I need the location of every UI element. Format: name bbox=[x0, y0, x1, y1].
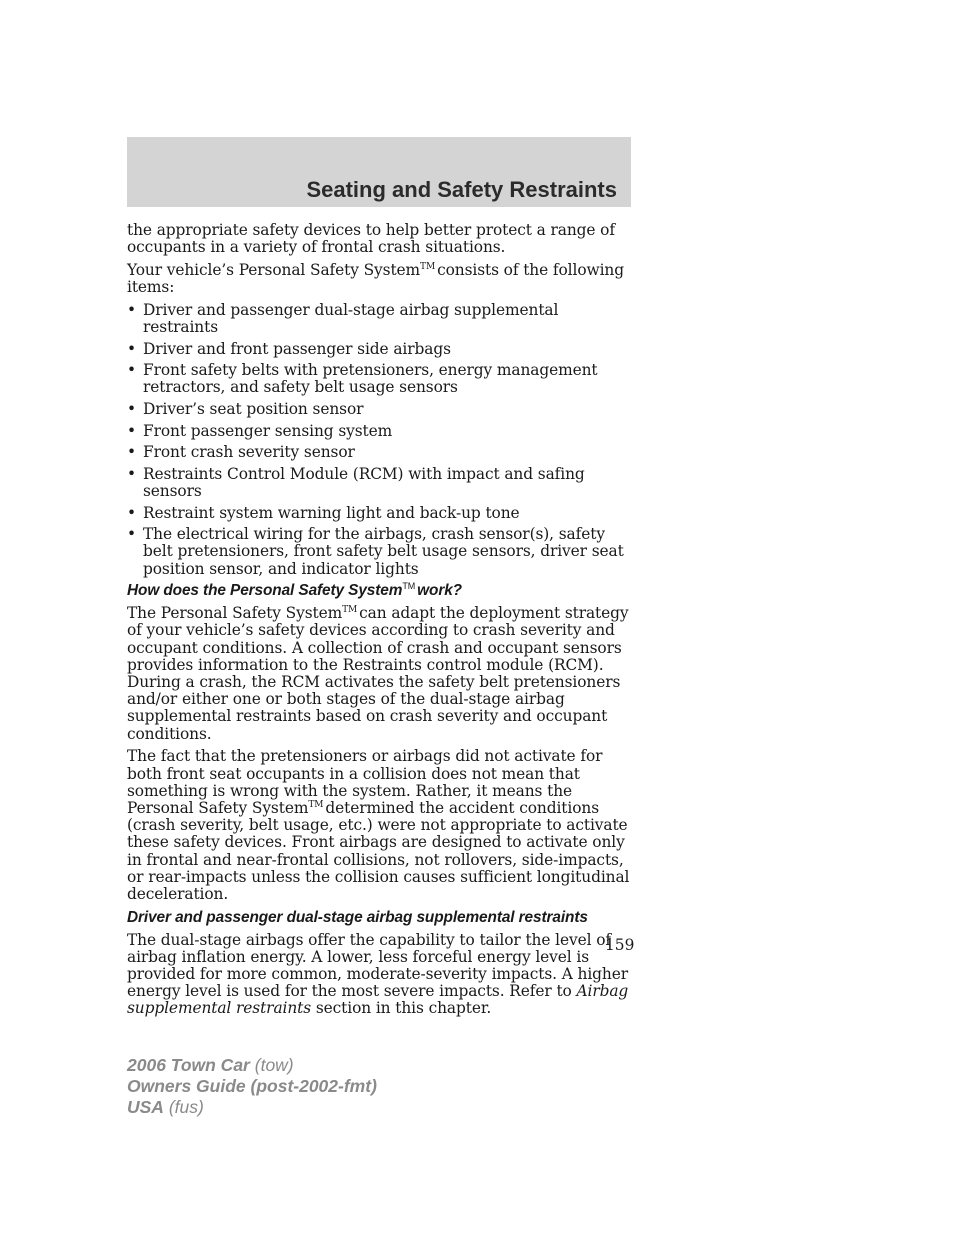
footer-model: 2006 Town Car bbox=[127, 1055, 250, 1075]
footer-line-1 bbox=[127, 1055, 377, 1076]
system-intro-paragraph bbox=[127, 262, 633, 296]
trademark-mark: TM bbox=[402, 581, 416, 592]
list-item bbox=[127, 341, 633, 358]
page-number: 159 bbox=[605, 936, 635, 954]
bullet: • bbox=[127, 443, 136, 462]
bullet: • bbox=[127, 525, 136, 544]
list-item bbox=[127, 362, 633, 396]
system-items-list bbox=[127, 302, 633, 578]
how-p2-text: The fact that the pretensioners or airbags did not activate for both front seat occupants in a collision does not mean that something is wrong with the system. Rather, it means the Personal Safety System bbox=[127, 747, 603, 817]
how-heading-tail: work? bbox=[417, 582, 462, 600]
how-it-works-heading bbox=[127, 582, 633, 600]
how-p1-text: The Personal Safety System bbox=[127, 604, 343, 623]
bullet: • bbox=[127, 400, 136, 418]
bullet: • bbox=[127, 421, 136, 440]
how-heading-text: How does the Personal Safety System bbox=[127, 582, 403, 600]
dual-stage-text: The dual-stage airbags offer the capability to tailor the level of airbag inflation energy. A lower, less forceful energy level is provided for more common, moderate-severity impacts. A higher energy level is used for the most severe impacts. Refer to bbox=[127, 930, 628, 1001]
trademark-mark: TM bbox=[308, 799, 324, 810]
list-item bbox=[127, 505, 633, 522]
list-item-text: Front crash severity sensor bbox=[143, 443, 355, 462]
list-item-text: Front passenger sensing system bbox=[143, 421, 393, 440]
list-item-text: Restraints Control Module (RCM) with impact and safing sensors bbox=[143, 464, 585, 500]
footer-guide: Owners Guide (post-2002-fmt) bbox=[127, 1076, 377, 1096]
bullet: • bbox=[127, 361, 136, 380]
bullet: • bbox=[127, 300, 136, 319]
bullet: • bbox=[127, 464, 136, 483]
document-footer bbox=[127, 1055, 377, 1118]
dual-stage-tail: section in this chapter. bbox=[311, 999, 492, 1018]
list-item bbox=[127, 466, 633, 500]
dual-stage-paragraph bbox=[127, 932, 633, 1018]
list-item bbox=[127, 444, 633, 461]
system-intro-tail: consists of the following items: bbox=[127, 260, 624, 297]
section-title: Seating and Safety Restraints bbox=[306, 177, 617, 202]
list-item-text: Driver and passenger dual-stage airbag supplemental restraints bbox=[143, 300, 559, 337]
list-item-text: Driver and front passenger side airbags bbox=[143, 339, 451, 358]
footer-model-code: (tow) bbox=[254, 1055, 294, 1075]
list-item-text: The electrical wiring for the airbags, crash sensor(s), safety belt pretensioners, front safety belt usage sensors, driver seat position sensor, and indicator lights bbox=[143, 525, 624, 578]
list-item-text: Driver’s seat position sensor bbox=[143, 400, 364, 418]
list-item bbox=[127, 423, 633, 440]
list-item bbox=[127, 526, 633, 578]
intro-continuation: the appropriate safety devices to help better protect a range of occupants in a variety of frontal crash situations. bbox=[127, 221, 615, 257]
cross-reference: Airbag supplemental restraints bbox=[127, 982, 629, 1018]
how-p1-tail: can adapt the deployment strategy of your vehicle’s safety devices according to crash severity and occupant conditions. A collection of crash and occupant sensors provides information to the Restraints control module (RCM). During a crash, the RCM activates the safety belt pretensioners and/or either one or both stages of the dual-stage airbag supplemental restraints based on crash severity and occupant conditions. bbox=[127, 604, 629, 743]
how-p2-tail: determined the accident conditions (crash severity, belt usage, etc.) were not appropriate to activate these safety devices. Front airbags are designed to activate only in frontal and near-frontal collisions, not rollovers, side-impacts, or rear-impacts unless the collision causes sufficient longitudinal deceleration. bbox=[127, 798, 630, 903]
footer-line-2 bbox=[127, 1076, 377, 1097]
footer-market-code: (fus) bbox=[168, 1097, 204, 1117]
trademark-mark: TM bbox=[420, 261, 436, 272]
footer-line-3 bbox=[127, 1097, 377, 1118]
section-header-band bbox=[127, 137, 631, 207]
bullet: • bbox=[127, 339, 136, 358]
system-intro-text: Your vehicle’s Personal Safety System bbox=[127, 260, 421, 279]
how-paragraph-1 bbox=[127, 605, 633, 743]
page-content bbox=[127, 222, 633, 1023]
trademark-mark: TM bbox=[342, 605, 358, 616]
list-item bbox=[127, 401, 633, 418]
list-item-text: Front safety belts with pretensioners, energy management retractors, and safety belt usage sensors bbox=[143, 361, 598, 397]
footer-market: USA bbox=[127, 1097, 164, 1117]
dual-stage-heading: Driver and passenger dual-stage airbag supplemental restraints bbox=[127, 908, 588, 926]
list-item bbox=[127, 302, 633, 336]
how-paragraph-2 bbox=[127, 748, 633, 903]
bullet: • bbox=[127, 503, 136, 522]
list-item-text: Restraint system warning light and back-up tone bbox=[143, 503, 520, 522]
